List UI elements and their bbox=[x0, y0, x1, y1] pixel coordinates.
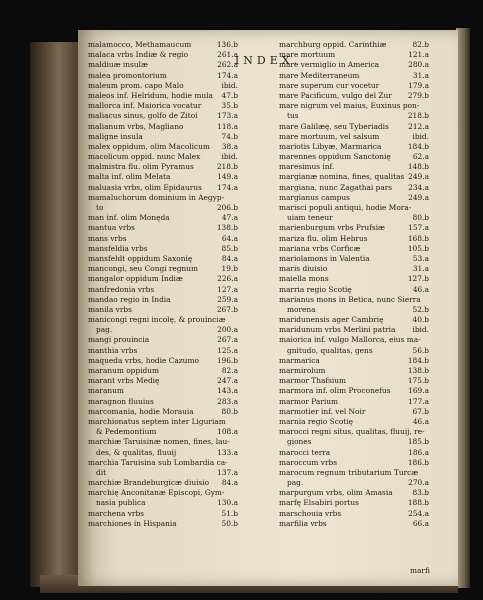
index-entry-ref: 200.a bbox=[217, 325, 238, 335]
index-entry bbox=[88, 274, 238, 284]
index-entry bbox=[88, 183, 238, 193]
index-entry bbox=[88, 172, 238, 182]
index-entry-ref: 169.a bbox=[408, 386, 429, 396]
index-entry-text: marocum regnum tributarium Turcæ bbox=[279, 467, 419, 477]
index-entry-text: maranum oppidum bbox=[88, 366, 160, 375]
index-entry bbox=[88, 458, 238, 468]
index-entry-ref: 249.a bbox=[408, 172, 429, 182]
index-entry-text: mandao regio in India bbox=[88, 294, 171, 304]
index-entry bbox=[279, 519, 429, 529]
index-entry bbox=[279, 101, 429, 111]
index-entry-text: marmor Parium bbox=[279, 396, 338, 406]
index-entry-ref: 19.b bbox=[221, 264, 238, 274]
index-entry-text: marchia Taruisina sub Lombardia ca- bbox=[88, 457, 228, 467]
index-entry-ref: 184.b bbox=[407, 355, 429, 365]
index-entry-text: marmora inf. olim Proconefus bbox=[279, 386, 391, 396]
index-entry bbox=[88, 509, 238, 519]
index-entry bbox=[88, 437, 238, 447]
index-entry-text: mare Mediterraneum bbox=[279, 70, 360, 80]
index-entry bbox=[279, 111, 429, 121]
index-entry-ref: 218.b bbox=[407, 111, 429, 121]
index-entry-ref: 35.b bbox=[221, 101, 238, 111]
index-entry-text: malta inf. olim Melata bbox=[88, 172, 171, 182]
index-entry-text: mamaluchorum dominium in Aegyp- bbox=[88, 192, 225, 202]
index-entry-ref: 179.a bbox=[408, 80, 429, 90]
index-entry-text: maldiuæ insulæ bbox=[88, 60, 148, 70]
index-entry bbox=[88, 122, 238, 132]
index-entry-text: maroccum vrbs bbox=[279, 457, 338, 467]
index-entry-text: gnitudo, qualitas, gens bbox=[287, 345, 373, 355]
index-entry bbox=[279, 213, 429, 223]
index-entry-ref: 168.b bbox=[407, 233, 429, 243]
index-entry bbox=[279, 132, 429, 142]
index-entry bbox=[279, 468, 429, 478]
index-entry bbox=[88, 519, 238, 529]
index-entry-text: nasia publica bbox=[96, 498, 146, 508]
index-entry bbox=[279, 183, 429, 193]
index-entry-ref: 52.b bbox=[412, 304, 429, 314]
index-entry-ref: 62.a bbox=[412, 152, 429, 162]
index-entry bbox=[88, 305, 238, 315]
index-entry-text: maranum bbox=[88, 386, 124, 396]
index-entry-ref: 51.b bbox=[221, 508, 238, 518]
index-entry-text: marisci populi antiqui, hodie Mora- bbox=[279, 203, 412, 212]
index-entry bbox=[88, 234, 238, 244]
index-entry-ref: 157.a bbox=[408, 223, 429, 233]
index-entry-text: manfredonia vrbs bbox=[88, 284, 155, 294]
index-entry-text: marschouia vrbs bbox=[279, 508, 342, 518]
index-entry-text: mare nigrum vel maius, Euxinus pon- bbox=[279, 101, 420, 111]
page-header: INDEX. bbox=[234, 54, 302, 67]
index-entry-text: maqueda vrbs, hodie Cazumo bbox=[88, 355, 199, 365]
index-entry-ref: 56.b bbox=[412, 345, 429, 355]
index-entry bbox=[279, 458, 429, 468]
index-entry bbox=[279, 386, 429, 396]
index-entry-text: maleum prom. capo Malo bbox=[88, 80, 184, 90]
index-entry bbox=[279, 234, 429, 244]
index-entry-text: margianus campus bbox=[279, 192, 350, 202]
index-entry-text: malaca vrbs Indiæ & regio bbox=[88, 50, 189, 60]
index-entry-ref: ibid. bbox=[221, 80, 238, 90]
index-entry bbox=[279, 427, 429, 437]
index-entry bbox=[279, 162, 429, 172]
index-entry-text: mare mortuum, vel salsum bbox=[279, 131, 380, 141]
index-entry-text: marmotier inf. vel Noir bbox=[279, 406, 366, 416]
index-entry-text: marocci regni situs, qualitas, fluuij, re- bbox=[279, 427, 425, 437]
index-entry-text: mariolamons in Valentia bbox=[279, 253, 370, 263]
index-entry-text: des, & qualitas, fluuij bbox=[96, 447, 177, 457]
index-entry bbox=[88, 50, 238, 60]
index-entry-ref: 46.a bbox=[412, 416, 429, 426]
index-entry bbox=[88, 488, 238, 498]
index-entry bbox=[88, 223, 238, 233]
index-entry-ref: 80.b bbox=[221, 406, 238, 416]
index-entry-text: mariza flu. olim Hebrus bbox=[279, 233, 368, 243]
index-entry bbox=[88, 315, 238, 325]
index-entry bbox=[88, 498, 238, 508]
index-entry-ref: 46.a bbox=[412, 284, 429, 294]
book-fore-edge bbox=[456, 28, 470, 588]
index-entry-text: uiam teneur bbox=[287, 213, 333, 223]
index-entry bbox=[88, 427, 238, 437]
index-entry bbox=[88, 285, 238, 295]
index-entry-ref: 188.b bbox=[407, 498, 429, 508]
index-entry-text: pag. bbox=[96, 325, 113, 335]
index-entry-text: mare superum cur vocetur bbox=[279, 80, 380, 90]
index-entry-text: marmor Thafsium bbox=[279, 376, 347, 386]
book-spine-edge bbox=[30, 42, 78, 587]
index-entry bbox=[88, 386, 238, 396]
index-entry-ref: 148.b bbox=[407, 162, 429, 172]
index-entry-ref: 108.a bbox=[217, 427, 238, 437]
index-entry-ref: ibid. bbox=[221, 152, 238, 162]
index-entry-text: maiorica inf. vulgo Mallorca, eius ma- bbox=[279, 335, 421, 345]
index-entry-ref: ibid. bbox=[412, 131, 429, 141]
index-entry-ref: 267.a bbox=[217, 335, 238, 345]
index-entry bbox=[279, 417, 429, 427]
index-entry bbox=[88, 71, 238, 81]
index-entry-ref: 53.a bbox=[412, 253, 429, 263]
index-entry-text: malex oppidum, olim Macolicum bbox=[88, 141, 210, 151]
index-entry-ref: 82.a bbox=[221, 366, 238, 375]
index-entry-text: marchburg oppid. Carinthiæ bbox=[279, 40, 387, 49]
index-entry bbox=[279, 376, 429, 386]
index-entry-text: maiella mons bbox=[279, 274, 329, 284]
index-entry-text: mallorca inf. Maiorica vocatur bbox=[88, 101, 202, 111]
index-entry bbox=[279, 203, 429, 213]
index-entry-text: manila vrbs bbox=[88, 304, 132, 314]
index-column-right bbox=[279, 40, 429, 529]
index-entry-ref: 85.b bbox=[221, 243, 238, 253]
index-entry-ref: 196.b bbox=[216, 355, 238, 365]
index-entry-ref: 50.b bbox=[221, 518, 238, 528]
index-entry bbox=[279, 91, 429, 101]
index-entry-text: margiana, nunc Zagathai pars bbox=[279, 182, 393, 192]
index-entry bbox=[279, 315, 429, 325]
index-entry-ref: 83.b bbox=[412, 488, 429, 498]
index-entry-ref: 186.a bbox=[408, 447, 429, 457]
index-entry bbox=[88, 366, 238, 376]
index-entry-ref: 136.b bbox=[216, 40, 238, 49]
index-entry-text: malea promontorium bbox=[88, 70, 167, 80]
index-entry-text: maligne insula bbox=[88, 131, 143, 141]
index-entry-text: maresimus inf. bbox=[279, 162, 335, 172]
index-entry-text: manicongi regni incolę, & prouinciæ bbox=[88, 315, 226, 325]
index-entry-ref: 138.b bbox=[216, 223, 238, 233]
index-entry bbox=[279, 274, 429, 284]
index-entry bbox=[279, 172, 429, 182]
index-entry-text: mans vrbs bbox=[88, 233, 127, 243]
index-entry bbox=[88, 213, 238, 223]
index-entry bbox=[279, 356, 429, 366]
index-entry-ref: 173.a bbox=[217, 111, 238, 121]
index-entry bbox=[88, 152, 238, 162]
index-entry-text: mare Galilæę, seu Tyberiadis bbox=[279, 121, 389, 131]
index-entry bbox=[88, 203, 238, 213]
index-entry-ref: 218.b bbox=[216, 162, 238, 172]
index-entry-ref: 47.b bbox=[221, 90, 238, 100]
index-entry-ref: 47.a bbox=[221, 213, 238, 223]
index-entry bbox=[88, 376, 238, 386]
index-entry-text: marnia regio Scotię bbox=[279, 416, 353, 426]
index-entry bbox=[88, 264, 238, 274]
index-entry bbox=[279, 60, 429, 70]
index-entry-text: marant vrbs Medię bbox=[88, 376, 160, 386]
index-entry bbox=[88, 397, 238, 407]
index-entry-text: maridunensis ager Cambrię bbox=[279, 315, 384, 325]
index-entry-text: mangalor oppidum Indiæ bbox=[88, 274, 183, 284]
index-entry bbox=[279, 448, 429, 458]
index-entry-ref: 143.a bbox=[217, 386, 238, 396]
index-entry bbox=[279, 509, 429, 519]
index-entry-text: mariana vrbs Corficæ bbox=[279, 243, 361, 253]
index-entry bbox=[279, 295, 429, 305]
index-entry-ref: 149.a bbox=[217, 172, 238, 182]
index-entry-ref: 270.a bbox=[408, 478, 429, 488]
index-entry bbox=[279, 244, 429, 254]
index-entry-text: marfilia vrbs bbox=[279, 518, 327, 528]
index-entry bbox=[88, 132, 238, 142]
index-entry-ref: 80.b bbox=[412, 213, 429, 223]
index-entry bbox=[88, 101, 238, 111]
index-entry-ref: 212.a bbox=[408, 121, 429, 131]
index-entry bbox=[279, 366, 429, 376]
index-entry bbox=[88, 91, 238, 101]
index-entry-ref: 254.a bbox=[408, 508, 429, 518]
index-entry bbox=[279, 152, 429, 162]
index-entry bbox=[88, 478, 238, 488]
index-entry-ref: 262.a bbox=[217, 60, 238, 70]
index-entry-text: marienburgum vrbs Prufsiæ bbox=[279, 223, 386, 233]
index-entry-text: maliacus sinus, golfo de Zitoi bbox=[88, 111, 198, 121]
index-entry bbox=[279, 285, 429, 295]
index-entry-text: maridunum vrbs Merlini patria bbox=[279, 325, 396, 335]
index-entry-text: marocci terra bbox=[279, 447, 331, 457]
index-entry-ref: 31.a bbox=[412, 264, 429, 274]
index-entry-text: & Pedemontium bbox=[96, 427, 157, 437]
index-entry-text: man inf. olim Monęda bbox=[88, 213, 170, 223]
index-entry-ref: 64.a bbox=[221, 233, 238, 243]
index-entry-ref: 267.b bbox=[216, 304, 238, 314]
index-entry bbox=[88, 346, 238, 356]
index-entry-text: malamocco, Methamaucum bbox=[88, 40, 192, 49]
index-entry-text: maragnon fluuius bbox=[88, 396, 154, 406]
index-entry-text: maluasia vrbs, olim Epidaurus bbox=[88, 182, 202, 192]
index-entry-text: mare vermiglio in America bbox=[279, 60, 380, 70]
index-entry bbox=[279, 407, 429, 417]
index-entry-text: marfę Elsabiri portus bbox=[279, 498, 359, 508]
index-entry-ref: 247.a bbox=[217, 376, 238, 386]
index-entry-text: malianum vrbs, Magliano bbox=[88, 121, 184, 131]
index-entry-ref: 66.a bbox=[412, 518, 429, 528]
index-entry bbox=[279, 71, 429, 81]
index-entry-ref: ibid. bbox=[412, 325, 429, 335]
index-entry-ref: 206.b bbox=[216, 203, 238, 212]
index-entry-text: mariotis Libyæ, Marmarica bbox=[279, 141, 382, 151]
index-entry-text: marennes oppidum Sanctonię bbox=[279, 152, 391, 162]
index-entry bbox=[279, 254, 429, 264]
index-entry bbox=[88, 60, 238, 70]
index-entry-text: morena bbox=[287, 304, 316, 314]
index-entry-ref: 249.a bbox=[408, 192, 429, 202]
index-entry-text: maleos inf. Helridum, hodie mula bbox=[88, 90, 213, 100]
index-entry-text: marchiæ Taruisinæ nomen, fines, lau- bbox=[88, 437, 230, 447]
index-entry-ref: 31.a bbox=[412, 70, 429, 80]
index-entry-ref: 234.a bbox=[408, 182, 429, 192]
index-entry bbox=[279, 437, 429, 447]
index-entry bbox=[279, 193, 429, 203]
index-entry-ref: 74.b bbox=[221, 131, 238, 141]
index-entry-ref: 127.b bbox=[407, 274, 429, 284]
index-entry-ref: 138.b bbox=[407, 366, 429, 375]
index-entry-text: marchiæ Brandeburgicæ diuisio bbox=[88, 478, 210, 488]
index-entry bbox=[88, 142, 238, 152]
index-entry bbox=[88, 295, 238, 305]
index-entry bbox=[88, 81, 238, 91]
index-entry-ref: 118.a bbox=[217, 121, 238, 131]
index-entry bbox=[279, 264, 429, 274]
index-entry bbox=[279, 325, 429, 335]
index-entry bbox=[88, 356, 238, 366]
index-entry-text: mangi prouincia bbox=[88, 335, 150, 345]
index-entry bbox=[88, 193, 238, 203]
index-entry-ref: 82.b bbox=[412, 40, 429, 49]
index-entry-ref: 186.b bbox=[407, 457, 429, 467]
index-entry-text: maris diuisio bbox=[279, 264, 328, 274]
index-entry-text: marchionatus septem inter Liguriam bbox=[88, 416, 226, 426]
index-entry-text: dit bbox=[96, 467, 107, 477]
index-entry-text: marpurgum vrbs, olim Amasia bbox=[279, 488, 393, 498]
index-entry-ref: 280.a bbox=[408, 60, 429, 70]
index-entry-ref: 133.a bbox=[217, 447, 238, 457]
index-entry bbox=[279, 50, 429, 60]
index-entry bbox=[88, 254, 238, 264]
index-entry-ref: 125.a bbox=[217, 345, 238, 355]
index-entry-ref: 137.a bbox=[217, 467, 238, 477]
index-entry-ref: 226.a bbox=[217, 274, 238, 284]
index-entry-text: mancongi, seu Congi regnum bbox=[88, 264, 199, 274]
index-entry-text: marchię Anconitanæ Episcopi, Gym- bbox=[88, 488, 225, 498]
index-entry-ref: 40.b bbox=[412, 315, 429, 325]
index-entry-ref: 127.a bbox=[217, 284, 238, 294]
index-entry-ref: 184.b bbox=[407, 141, 429, 151]
index-entry-text: tus bbox=[287, 111, 299, 121]
index-entry-ref: 174.a bbox=[217, 182, 238, 192]
index-entry-text: marcomania, hodie Morauia bbox=[88, 406, 194, 416]
index-entry-ref: 175.b bbox=[407, 376, 429, 386]
index-entry-text: mare mortuum bbox=[279, 50, 336, 60]
index-entry bbox=[279, 346, 429, 356]
index-entry-ref: 279.b bbox=[407, 90, 429, 100]
index-entry-text: marchiones in Hispania bbox=[88, 518, 177, 528]
index-entry bbox=[279, 478, 429, 488]
index-column-left bbox=[88, 40, 238, 529]
index-entry bbox=[279, 142, 429, 152]
index-entry bbox=[279, 40, 429, 50]
index-entry-text: marmarica bbox=[279, 355, 320, 365]
index-entry-ref: 174.a bbox=[217, 70, 238, 80]
index-entry-text: mare Pacificum, vulgo del Zur bbox=[279, 90, 392, 100]
index-entry-text: macolicum oppid. nunc Malex bbox=[88, 152, 201, 162]
index-entry bbox=[279, 122, 429, 132]
index-entry bbox=[88, 335, 238, 345]
index-entry bbox=[279, 498, 429, 508]
index-entry bbox=[88, 111, 238, 121]
index-entry-text: mantua vrbs bbox=[88, 223, 135, 233]
index-entry-ref: 38.a bbox=[221, 141, 238, 151]
index-entry-text: to bbox=[96, 203, 104, 212]
index-entry bbox=[88, 448, 238, 458]
index-entry bbox=[88, 407, 238, 417]
index-entry-text: marria regio Scotię bbox=[279, 284, 352, 294]
index-entry-ref: 67.b bbox=[412, 406, 429, 416]
index-entry bbox=[279, 223, 429, 233]
index-entry-text: pag. bbox=[287, 478, 304, 488]
index-entry-text: mansfeldia vrbs bbox=[88, 243, 148, 253]
index-entry-ref: 261.a bbox=[217, 50, 238, 60]
index-entry-ref: 105.b bbox=[407, 243, 429, 253]
index-entry-text: giones bbox=[287, 437, 312, 447]
index-entry-text: manthia vrbs bbox=[88, 345, 138, 355]
index-entry-text: margianæ nomina, fines, qualitas bbox=[279, 172, 405, 182]
index-entry bbox=[279, 335, 429, 345]
index-entry bbox=[88, 162, 238, 172]
index-entry-text: malmistra flu. olim Pyramus bbox=[88, 162, 194, 172]
index-entry-ref: 130.a bbox=[217, 498, 238, 508]
catchword: marfi bbox=[410, 566, 430, 575]
index-entry bbox=[88, 244, 238, 254]
index-entry bbox=[279, 81, 429, 91]
index-entry bbox=[88, 325, 238, 335]
index-entry-ref: 84.a bbox=[221, 478, 238, 488]
index-entry bbox=[279, 397, 429, 407]
index-entry-text: marchena vrbs bbox=[88, 508, 144, 518]
index-entry-ref: 259.a bbox=[217, 294, 238, 304]
index-entry-text: mansfeldt oppidum Saxonię bbox=[88, 253, 193, 263]
index-entry-ref: 185.b bbox=[407, 437, 429, 447]
index-entry bbox=[88, 40, 238, 50]
index-entry-text: marianus mons in Betica, nunc Sierra bbox=[279, 294, 421, 304]
index-entry bbox=[88, 468, 238, 478]
index-entry bbox=[279, 488, 429, 498]
index-entry-text: marmirolum bbox=[279, 366, 326, 375]
index-entry bbox=[88, 417, 238, 427]
index-entry-ref: 121.a bbox=[408, 50, 429, 60]
index-entry-ref: 84.a bbox=[221, 253, 238, 263]
index-entry-ref: 283.a bbox=[217, 396, 238, 406]
index-entry-ref: 177.a bbox=[408, 396, 429, 406]
index-entry bbox=[279, 305, 429, 315]
